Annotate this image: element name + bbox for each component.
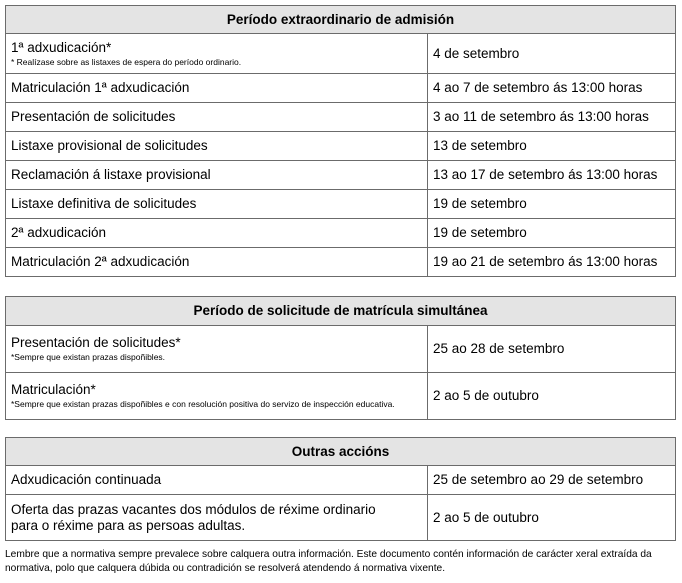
row-value: 2 ao 5 de outubro [428,495,676,541]
row-value: 2 ao 5 de outubro [428,373,676,420]
row-note: *Sempre que existan prazas dispoñibles. [11,352,166,362]
row-value: 4 ao 7 de setembro ás 13:00 horas [428,74,676,103]
table-row [6,74,676,103]
table-row [6,103,676,132]
row-value: 25 de setembro ao 29 de setembro [428,466,676,495]
row-value: 19 de setembro [428,190,676,219]
row-label: Matriculación 2ª adxudicación [6,248,428,277]
table-row [6,34,676,74]
row-label: Presentación de solicitudes* *Sempre que existan prazas dispoñibles. [6,326,428,373]
row-value: 13 de setembro [428,132,676,161]
section-title: Outras accións [6,438,676,466]
row-value: 3 ao 11 de setembro ás 13:00 horas [428,103,676,132]
row-label: Listaxe provisional de solicitudes [6,132,428,161]
table-simultaneous-enrollment [5,296,676,420]
row-label: Adxudicación continuada [6,466,428,495]
table-row [6,132,676,161]
row-value: 4 de setembro [428,34,676,74]
row-label: 1ª adxudicación* * Realízase sobre as listaxes de espera do período ordinario. [6,34,428,74]
table-row [6,326,676,373]
section-title: Período de solicitude de matrícula simultánea [6,297,676,326]
row-label: Reclamación á listaxe provisional [6,161,428,190]
table-row [6,161,676,190]
row-label: Presentación de solicitudes [6,103,428,132]
row-note: * Realízase sobre as listaxes de espera do período ordinario. [11,56,242,67]
row-value: 13 ao 17 de setembro ás 13:00 horas [428,161,676,190]
table-row [6,495,676,541]
footer-disclaimer: Lembre que a normativa sempre prevalece sobre calquera outra información. Este documento contén información de carácter xeral extraída da normativa, polo que calquera dúbida ou contradición se resolverá atendendo á normativa vixente. [5,549,652,574]
row-label: Matriculación* *Sempre que existan prazas dispoñibles e con resolución positiva do servizo de inspección educativa. [6,373,428,420]
table-row [6,190,676,219]
section-title: Período extraordinario de admisión [6,6,676,34]
table-row [6,219,676,248]
table-row [6,373,676,420]
row-label: Matriculación 1ª adxudicación [6,74,428,103]
table-row [6,248,676,277]
row-label: Oferta das prazas vacantes dos módulos de réxime ordinario para o réxime para as persoas adultas. [6,495,428,541]
row-note: *Sempre que existan prazas dispoñibles e con resolución positiva do servizo de inspección educativa. [11,399,395,409]
row-label: 2ª adxudicación [6,219,428,248]
row-value: 19 de setembro [428,219,676,248]
table-extraordinary-admission [5,5,676,277]
row-value: 25 ao 28 de setembro [428,326,676,373]
row-value: 19 ao 21 de setembro ás 13:00 horas [428,248,676,277]
table-other-actions [5,437,676,541]
row-label: Listaxe definitiva de solicitudes [6,190,428,219]
table-row [6,466,676,495]
